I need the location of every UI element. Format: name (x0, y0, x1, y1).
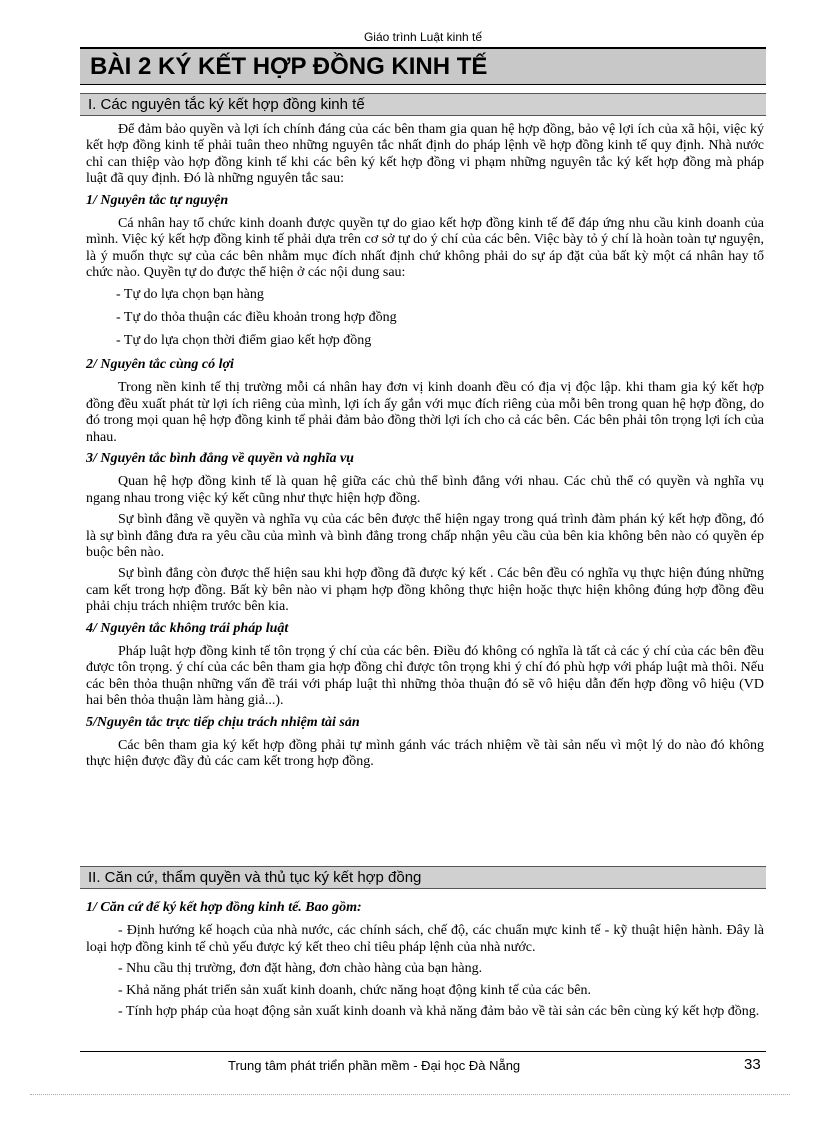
subheading-4: 4/ Nguyên tắc không trái pháp luật (86, 620, 289, 636)
subheading-2: 2/ Nguyên tắc cùng có lợi (86, 356, 234, 372)
running-header: Giáo trình Luật kinh tế (363, 30, 483, 44)
chapter-title: BÀI 2 KÝ KẾT HỢP ĐỒNG KINH TẾ (90, 53, 488, 80)
section-heading-2: II. Căn cứ, thẩm quyền và thủ tục ký kết hợp đồng (88, 869, 422, 886)
paragraph: Pháp luật hợp đồng kinh tế tôn trọng ý chí của các bên. Điều đó không có nghĩa là tất cả các ý chí của các bên đều được tôn trọng. ý chí của các bên tham gia hợp đồng chỉ được tôn trọng khi ý chí đó phù hợp với pháp luật mà thôi. Nếu các bên thỏa thuận những vấn đề trái với pháp luật thì những thỏa thuận đó sẽ vô hiệu dẫn đến hợp đồng vô hiệu (VD hai bên thỏa thuận làm hàng giả...). (86, 643, 764, 709)
list-item: - Định hướng kế hoạch của nhà nước, các chính sách, chế độ, các chuẩn mực kinh tế - kỹ thuật hiện hành. Đây là loại hợp đồng kinh tế chủ yếu được ký kết theo chỉ tiêu pháp lệnh của nhà nước. (86, 923, 764, 955)
page-number: 33 (744, 1056, 761, 1073)
section-1-content (86, 122, 764, 776)
footer-text: Trung tâm phát triển phần mềm - Đại học Đà Nẵng (228, 1058, 521, 1073)
footer-divider (80, 1051, 766, 1052)
page-bottom-divider (30, 1094, 790, 1095)
paragraph: Trong nền kinh tế thị trường mỗi cá nhân hay đơn vị kinh doanh đều có địa vị độc lập. khi tham gia ký kết hợp đồng đều xuất phát từ lợi ích riêng của mình, lợi ích ấy gắn với mục đích riêng của mỗi bên trong quan hệ hợp đồng, do đó trong mọi quan hệ hợp đồng kinh tế phải đảm bảo đồng thời lợi ích cho cả các bên. Các bên phải tôn trọng lợi ích của nhau. (86, 380, 764, 445)
list-item: - Tính hợp pháp của hoạt động sản xuất kinh doanh và khả năng đảm bảo về tài sản các bên cùng ký kết hợp đồng. (118, 1004, 760, 1020)
section-2-content (86, 897, 764, 1025)
section-1-intro: Để đảm bảo quyền và lợi ích chính đáng của các bên tham gia quan hệ hợp đồng, bảo vệ lợi ích của xã hội, việc ký kết hợp đồng kinh tế phải tuân theo những nguyên tắc nhất định do pháp lệnh về hợp đồng kinh tế quy định. Nhà nước chỉ can thiệp vào hợp đồng kinh tế khi các bên ký kết hợp đồng vi phạm những nguyên tắc ký kết hợp đồng mà pháp luật đã quy định. Đó là những nguyên tắc sau: (86, 122, 764, 187)
section-heading-bar-1 (80, 93, 766, 116)
paragraph: Các bên tham gia ký kết hợp đồng phải tự mình gánh vác trách nhiệm về tài sản nếu vì một lý do nào đó không thực hiện được đầy đủ các cam kết trong hợp đồng. (86, 738, 764, 770)
section-heading-bar-2 (80, 866, 766, 889)
list-item: - Nhu cầu thị trường, đơn đặt hàng, đơn chào hàng của bạn hàng. (118, 961, 483, 977)
paragraph: Sự bình đẳng về quyền và nghĩa vụ của các bên được thể hiện ngay trong quá trình đàm phán ký kết hợp đồng, đó là sự bình đẳng đưa ra yêu cầu của mình và bình đẳng trong chấp nhận yêu cầu của bên kia không bên nào có quyền ép buộc bên nào. (86, 512, 764, 560)
subheading-ii-1: 1/ Căn cứ để ký kết hợp đồng kinh tế. Bao gồm: (86, 900, 362, 915)
paragraph: Cá nhân hay tổ chức kinh doanh được quyền tự do giao kết hợp đồng kinh tế để đáp ứng nhu cầu kinh doanh của mình. Việc ký kết hợp đồng kinh tế phải dựa trên cơ sở tự do ý chí của các bên. Việc bày tỏ ý chí là hoàn toàn tự nguyện, là ý muốn thực sự của các bên nhằm mục đích nhất định chứ không phải do sự áp đặt của bất kỳ một cá nhân hay tổ chức nào. Quyền tự do được thể hiện ở các nội dung sau: (86, 216, 764, 281)
subheading-5: 5/Nguyên tắc trực tiếp chịu trách nhiệm tài sản (86, 714, 360, 730)
list-item: - Tự do lựa chọn thời điểm giao kết hợp đồng (116, 333, 372, 349)
list-item: - Khả năng phát triển sản xuất kinh doanh, chức năng hoạt động kinh tế của các bên. (118, 982, 591, 998)
subheading-1: 1/ Nguyên tắc tự nguyện (86, 192, 229, 208)
list-item: - Tự do lựa chọn bạn hàng (116, 286, 264, 302)
subheading-3: 3/ Nguyên tắc bình đẳng về quyền và nghĩa vụ (86, 450, 354, 466)
list-item: - Tự do thỏa thuận các điều khoản trong hợp đồng (116, 310, 397, 326)
chapter-title-bar (80, 47, 766, 85)
paragraph: Sự bình đẳng còn được thể hiện sau khi hợp đồng đã được ký kết . Các bên đều có nghĩa vụ thực hiện đúng những cam kết trong hợp đồng. Bất kỳ bên nào vi phạm hợp đồng không thực hiện hoặc thực hiện không đúng hợp đồng đều phải chịu trách nhiệm trước bên kia. (86, 566, 764, 615)
section-heading-1: I. Các nguyên tắc ký kết hợp đồng kinh tế (88, 96, 365, 113)
paragraph: Quan hệ hợp đồng kinh tế là quan hệ giữa các chủ thể bình đẳng với nhau. Các chủ thể có quyền và nghĩa vụ ngang nhau trong việc ký kết cũng như thực hiện hợp đồng. (86, 474, 764, 506)
